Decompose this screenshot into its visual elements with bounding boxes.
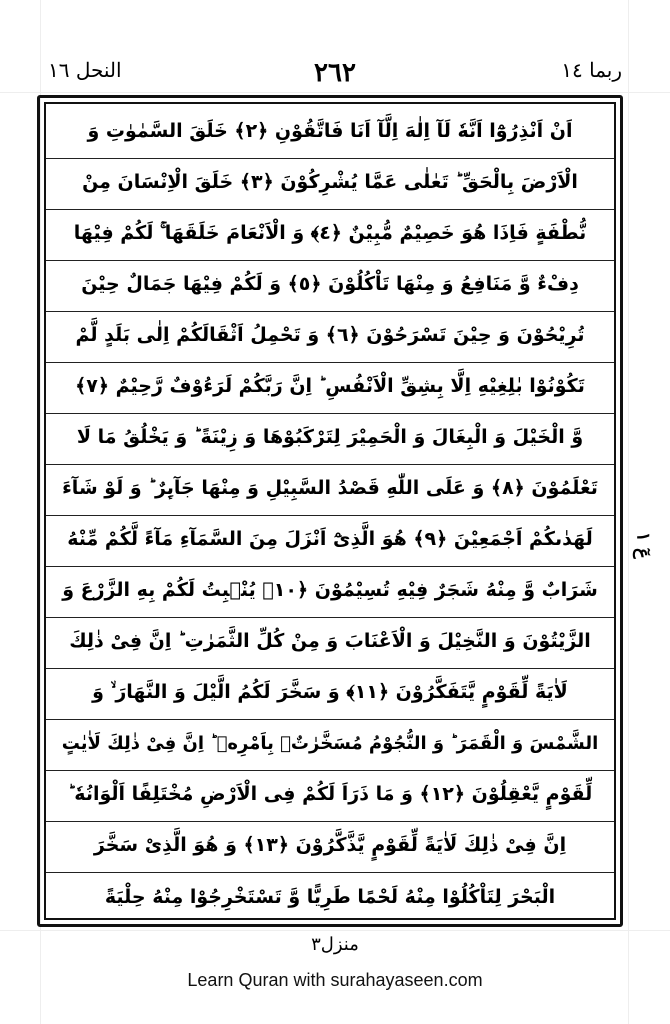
footer-credit: Learn Quran with surahayaseen.com bbox=[187, 970, 483, 990]
verse-line-text: اَنْ اَنْذِرُوْٓا اَنَّهٗ لَآ اِلٰهَ اِلَّآ اَنَا فَاتَّقُوْنِ ﴿٢﴾ خَلَقَ السَّمٰوٰتِ وَ bbox=[87, 120, 573, 142]
verse-line-text: الشَّمْسَ وَ الْقَمَرَ ؕ وَ النُّجُوْمُ مُسَخَّرٰتٌۢ بِاَمْرِهٖ ؕ اِنَّ فِیْ ذٰلِكَ لَاٰیٰتٍ bbox=[61, 732, 599, 754]
verse-line-text: لَهَدٰىكُمْ اَجْمَعِیْنَ ﴿٩﴾ هُوَ الَّذِیْٓ اَنْزَلَ مِنَ السَّمَآءِ مَآءً لَّكُمْ مِّنْهُ bbox=[67, 528, 593, 550]
verse-line bbox=[46, 818, 614, 873]
verse-line bbox=[46, 206, 614, 261]
verse-line-text: تَعْلَمُوْنَ ﴿٨﴾ وَ عَلَى اللّٰهِ قَصْدُ السَّبِیْلِ وَ مِنْهَا جَآىِٕرٌ ؕ وَ لَوْ شَآءَ bbox=[62, 477, 598, 499]
verse-line-text: تُرِیْحُوْنَ وَ حِیْنَ تَسْرَحُوْنَ ﴿٦﴾ وَ تَحْمِلُ اَثْقَالَكُمْ اِلٰى بَلَدٍ لَّمْ bbox=[75, 324, 585, 346]
juz-name: ربما ١٤ bbox=[561, 58, 622, 82]
page-header bbox=[40, 58, 630, 92]
verse-line bbox=[46, 563, 614, 618]
verse-line bbox=[46, 257, 614, 312]
verse-line bbox=[46, 410, 614, 465]
ruku-marker: عٓ ١ bbox=[632, 531, 654, 559]
verse-line bbox=[46, 308, 614, 363]
text-frame bbox=[37, 95, 623, 927]
surah-name: النحل ١٦ bbox=[48, 58, 122, 82]
page-number: ٢٦٢ bbox=[314, 58, 356, 88]
verse-line-text: الْبَحْرَ لِتَاْكُلُوْا مِنْهُ لَحْمًا طَرِیًّا وَّ تَسْتَخْرِجُوْا مِنْهُ حِلْیَةً bbox=[104, 885, 556, 908]
text-frame-inner bbox=[44, 102, 616, 920]
verse-line-text: الْاَرْضَ بِالْحَقِّ ؕ تَعٰلٰى عَمَّا یُشْرِكُوْنَ ﴿٣﴾ خَلَقَ الْاِنْسَانَ مِنْ bbox=[82, 171, 578, 193]
verse-line bbox=[46, 359, 614, 414]
verse-line-text: تَكُوْنُوْا بٰلِغِیْهِ اِلَّا بِشِقِّ الْاَنْفُسِ ؕ اِنَّ رَبَّكُمْ لَرَءُوْفٌ رَّحِیْمٌ ﴿٧﴾ bbox=[75, 375, 585, 397]
verse-line-text: دِفْءٌ وَّ مَنَافِعُ وَ مِنْهَا تَاْكُلُوْنَ ﴿٥﴾ وَ لَكُمْ فِیْهَا جَمَالٌ حِیْنَ bbox=[81, 273, 579, 295]
verse-line bbox=[46, 461, 614, 516]
verse-line-text: نُّطْفَةٍ فَاِذَا هُوَ خَصِیْمٌ مُّبِیْنٌ ﴿٤﴾ وَ الْاَنْعَامَ خَلَقَهَا ۚ لَكُمْ فِیْهَا bbox=[73, 222, 587, 244]
verse-line bbox=[46, 614, 614, 669]
verse-line-text: وَّ الْخَیْلَ وَ الْبِغَالَ وَ الْحَمِیْرَ لِتَرْكَبُوْهَا وَ زِیْنَةً ؕ وَ یَخْلُقُ مَا لَا bbox=[76, 426, 584, 448]
verse-line-text: لَاٰیَةً لِّقَوْمٍ یَّتَفَكَّرُوْنَ ﴿١١﴾ وَ سَخَّرَ لَكُمُ الَّیْلَ وَ النَّهَارَ ۙ وَ bbox=[92, 681, 568, 703]
verse-lines bbox=[46, 104, 614, 918]
verse-line-text: لِّقَوْمٍ یَّعْقِلُوْنَ ﴿١٢﴾ وَ مَا ذَرَاَ لَكُمْ فِی الْاَرْضِ مُخْتَلِفًا اَلْوَانُهٗ ؕ bbox=[67, 783, 593, 805]
verse-line bbox=[46, 869, 614, 924]
verse-line bbox=[46, 665, 614, 720]
verse-line bbox=[46, 767, 614, 822]
verse-line bbox=[46, 716, 614, 771]
verse-line bbox=[46, 104, 614, 159]
verse-line-text: اِنَّ فِیْ ذٰلِكَ لَاٰیَةً لِّقَوْمٍ یَّذَّكَّرُوْنَ ﴿١٣﴾ وَ هُوَ الَّذِیْ سَخَّرَ bbox=[93, 834, 567, 856]
verse-line-text: شَرَابٌ وَّ مِنْهُ شَجَرٌ فِیْهِ تُسِیْمُوْنَ ﴿١٠﴾ یُنْۢبِتُ لَكُمْ بِهِ الزَّرْعَ وَ bbox=[62, 579, 598, 601]
manzil-label: منزل۳ bbox=[311, 934, 359, 955]
verse-line bbox=[46, 155, 614, 210]
verse-line bbox=[46, 512, 614, 567]
verse-line-text: الزَّیْتُوْنَ وَ النَّخِیْلَ وَ الْاَعْنَابَ وَ مِنْ كُلِّ الثَّمَرٰتِ ؕ اِنَّ فِیْ ذٰلِكَ bbox=[69, 630, 591, 652]
